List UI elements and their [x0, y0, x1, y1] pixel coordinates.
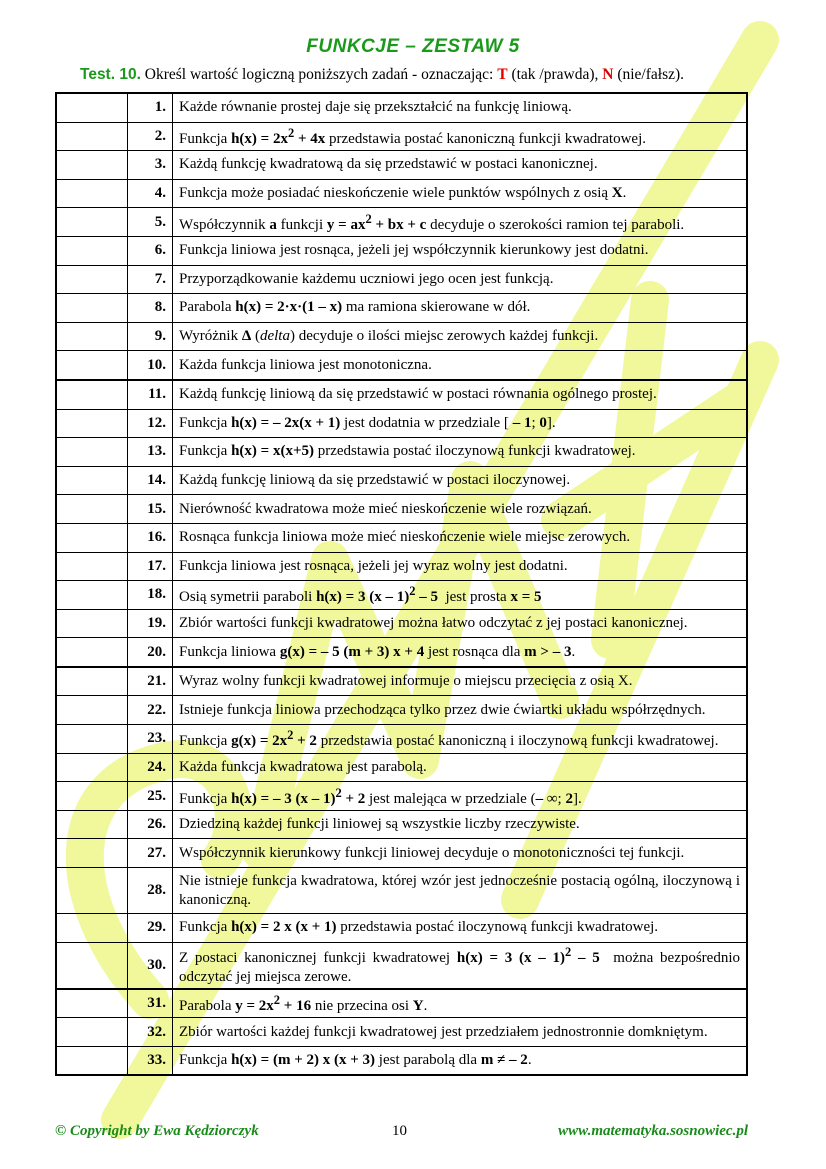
- question-row: [56, 1046, 747, 1075]
- question-row: [56, 409, 747, 438]
- question-row: [56, 782, 747, 811]
- question-number: 3.: [128, 151, 173, 180]
- question-text: Każda funkcja kwadratowa jest parabolą.: [173, 753, 748, 782]
- answer-cell[interactable]: [56, 868, 128, 914]
- false-description: (nie/fałsz).: [613, 66, 685, 83]
- question-number: 16.: [128, 523, 173, 552]
- answer-cell[interactable]: [56, 495, 128, 524]
- question-row: [56, 495, 747, 524]
- question-number: 31.: [128, 989, 173, 1018]
- false-marker: N: [602, 66, 614, 83]
- question-text: Funkcja h(x) = – 3 (x – 1)$^2$ + 2 jest malejąca w przedziale (– ∞; 2].: [173, 782, 748, 811]
- page-title: FUNKCJE – ZESTAW 5: [306, 36, 520, 57]
- question-number: 10.: [128, 351, 173, 380]
- question-number: 25.: [128, 782, 173, 811]
- question-text: Każdą funkcję liniową da się przedstawić w postaci iloczynowej.: [173, 466, 748, 495]
- answer-cell[interactable]: [56, 179, 128, 208]
- answer-cell[interactable]: [56, 438, 128, 467]
- question-row: [56, 989, 747, 1018]
- answer-cell[interactable]: [56, 942, 128, 989]
- question-text: Funkcja h(x) = (m + 2) x (x + 3) jest parabolą dla m ≠ – 2.: [173, 1046, 748, 1075]
- test-label: Test. 10.: [80, 66, 141, 83]
- question-row: [56, 609, 747, 638]
- answer-cell[interactable]: [56, 638, 128, 667]
- question-text: Każdą funkcję liniową da się przedstawić w postaci równania ogólnego prostej.: [173, 380, 748, 409]
- question-number: 9.: [128, 322, 173, 351]
- answer-cell[interactable]: [56, 151, 128, 180]
- question-number: 20.: [128, 638, 173, 667]
- question-number: 17.: [128, 552, 173, 581]
- question-text: Każda funkcja liniowa jest monotoniczna.: [173, 351, 748, 380]
- question-row: [56, 294, 747, 323]
- question-number: 26.: [128, 810, 173, 839]
- question-number: 8.: [128, 294, 173, 323]
- question-text: Istnieje funkcja liniowa przechodząca tylko przez dwie ćwiartki układu współrzędnych.: [173, 696, 748, 725]
- answer-cell[interactable]: [56, 753, 128, 782]
- answer-cell[interactable]: [56, 1018, 128, 1047]
- question-row: [56, 696, 747, 725]
- question-text: Zbiór wartości funkcji kwadratowej można łatwo odczytać z jej postaci kanonicznej.: [173, 609, 748, 638]
- question-number: 18.: [128, 581, 173, 610]
- question-number: 30.: [128, 942, 173, 989]
- question-number: 7.: [128, 265, 173, 294]
- question-row: [56, 151, 747, 180]
- question-number: 2.: [128, 122, 173, 151]
- question-text: Nierówność kwadratowa może mieć nieskończenie wiele rozwiązań.: [173, 495, 748, 524]
- question-number: 12.: [128, 409, 173, 438]
- question-row: [56, 265, 747, 294]
- answer-cell[interactable]: [56, 322, 128, 351]
- question-row: [56, 914, 747, 943]
- question-text: Wyraz wolny funkcji kwadratowej informuje o miejscu przecięcia z osią X.: [173, 667, 748, 696]
- question-text: Funkcja liniowa jest rosnąca, jeżeli jej wyraz wolny jest dodatni.: [173, 552, 748, 581]
- question-number: 32.: [128, 1018, 173, 1047]
- question-text: Funkcja liniowa g(x) = – 5 (m + 3) x + 4 jest rosnąca dla m > – 3.: [173, 638, 748, 667]
- questions-table: [55, 92, 748, 1076]
- answer-cell[interactable]: [56, 409, 128, 438]
- answer-cell[interactable]: [56, 351, 128, 380]
- question-row: [56, 236, 747, 265]
- question-number: 6.: [128, 236, 173, 265]
- question-row: [56, 466, 747, 495]
- question-text: Z postaci kanonicznej funkcji kwadratowej h(x) = 3 (x – 1)$^2$ – 5 można bezpośrednio odczytać jej miejsca zerowe.: [173, 942, 748, 989]
- question-text: Zbiór wartości każdej funkcji kwadratowej jest przedziałem jednostronnie domkniętym.: [173, 1018, 748, 1047]
- question-text: Przyporządkowanie każdemu uczniowi jego ocen jest funkcją.: [173, 265, 748, 294]
- question-row: [56, 380, 747, 409]
- footer-website-link[interactable]: www.matematyka.sosnowiec.pl: [558, 1123, 748, 1139]
- question-text: Współczynnik kierunkowy funkcji liniowej decyduje o monotoniczności tej funkcji.: [173, 839, 748, 868]
- question-text: Wyróżnik Δ (delta) decyduje o ilości miejsc zerowych każdej funkcji.: [173, 322, 748, 351]
- question-row: [56, 438, 747, 467]
- question-text: Dziedziną każdej funkcji liniowej są wszystkie liczby rzeczywiste.: [173, 810, 748, 839]
- question-text: Funkcja $g(x) = 2x^2 + 2$ przedstawia postać kanoniczną i iloczynową funkcji kwadratowej.: [173, 725, 748, 754]
- question-number: 28.: [128, 868, 173, 914]
- question-row: [56, 208, 747, 237]
- question-text: Funkcja h(x) = – 2x(x + 1) jest dodatnia w przedziale [ – 1; 0].: [173, 409, 748, 438]
- answer-cell[interactable]: [56, 1046, 128, 1075]
- instruction-line: [80, 66, 760, 84]
- answer-cell[interactable]: [56, 581, 128, 610]
- question-number: 14.: [128, 466, 173, 495]
- true-marker: T: [497, 66, 508, 83]
- question-number: 11.: [128, 380, 173, 409]
- question-text: Każde równanie prostej daje się przekształcić na funkcję liniową.: [173, 93, 748, 122]
- answer-cell[interactable]: [56, 914, 128, 943]
- question-number: 19.: [128, 609, 173, 638]
- question-text: Funkcja może posiadać nieskończenie wiele punktów wspólnych z osią X.: [173, 179, 748, 208]
- question-row: [56, 667, 747, 696]
- true-description: (tak /prawda),: [507, 66, 603, 83]
- question-text: Parabola h(x) = 2·x·(1 – x) ma ramiona skierowane w dół.: [173, 294, 748, 323]
- question-number: 15.: [128, 495, 173, 524]
- question-row: [56, 868, 747, 914]
- instruction-text: Określ wartość logiczną poniższych zadań - oznaczając:: [140, 66, 498, 83]
- question-row: [56, 810, 747, 839]
- question-number: 24.: [128, 753, 173, 782]
- question-number: 29.: [128, 914, 173, 943]
- question-text: Funkcja liniowa jest rosnąca, jeżeli jej współczynnik kierunkowy jest dodatni.: [173, 236, 748, 265]
- question-text: Parabola $y = 2x^2 + 16$ nie przecina osi Y.: [173, 989, 748, 1018]
- question-row: [56, 725, 747, 754]
- question-row: [56, 122, 747, 151]
- answer-cell[interactable]: [56, 782, 128, 811]
- question-row: [56, 1018, 747, 1047]
- answer-cell[interactable]: [56, 380, 128, 409]
- answer-cell[interactable]: [56, 523, 128, 552]
- answer-cell[interactable]: [56, 989, 128, 1018]
- answer-cell[interactable]: [56, 265, 128, 294]
- question-number: 4.: [128, 179, 173, 208]
- answer-cell[interactable]: [56, 667, 128, 696]
- answer-cell[interactable]: [56, 696, 128, 725]
- question-row: [56, 523, 747, 552]
- question-text: Rosnąca funkcja liniowa może mieć nieskończenie wiele miejsc zerowych.: [173, 523, 748, 552]
- question-text: Funkcja h(x) = x(x+5) przedstawia postać iloczynową funkcji kwadratowej.: [173, 438, 748, 467]
- question-text: Osią symetrii paraboli h(x) = 3 (x – 1)$^2$ – 5 jest prosta x = 5: [173, 581, 748, 610]
- answer-cell[interactable]: [56, 93, 128, 122]
- question-text: Współczynnik a funkcji $y = ax^2$ + bx + c decyduje o szerokości ramion tej paraboli.: [173, 208, 748, 237]
- question-number: 1.: [128, 93, 173, 122]
- question-row: [56, 93, 747, 122]
- question-number: 13.: [128, 438, 173, 467]
- question-number: 27.: [128, 839, 173, 868]
- answer-cell[interactable]: [56, 810, 128, 839]
- question-row: [56, 322, 747, 351]
- question-row: [56, 351, 747, 380]
- answer-cell[interactable]: [56, 208, 128, 237]
- question-number: 5.: [128, 208, 173, 237]
- answer-cell[interactable]: [56, 466, 128, 495]
- question-number: 21.: [128, 667, 173, 696]
- question-text: Funkcja $h(x) = 2x^2 + 4x$ przedstawia postać kanoniczną funkcji kwadratowej.: [173, 122, 748, 151]
- question-row: [56, 581, 747, 610]
- answer-cell[interactable]: [56, 552, 128, 581]
- question-row: [56, 839, 747, 868]
- answer-cell[interactable]: [56, 122, 128, 151]
- answer-cell[interactable]: [56, 294, 128, 323]
- answer-cell[interactable]: [56, 236, 128, 265]
- question-text: Nie istnieje funkcja kwadratowa, której wzór jest jednocześnie postacią ogólną, iloczynową i kanoniczną.: [173, 868, 748, 914]
- question-row: [56, 753, 747, 782]
- page-number: 10: [392, 1123, 407, 1139]
- question-row: [56, 942, 747, 989]
- question-row: [56, 638, 747, 667]
- question-number: 22.: [128, 696, 173, 725]
- question-row: [56, 179, 747, 208]
- answer-cell[interactable]: [56, 609, 128, 638]
- question-text: Funkcja h(x) = 2 x (x + 1) przedstawia postać iloczynową funkcji kwadratowej.: [173, 914, 748, 943]
- question-text: Każdą funkcję kwadratową da się przedstawić w postaci kanonicznej.: [173, 151, 748, 180]
- answer-cell[interactable]: [56, 839, 128, 868]
- footer-copyright: © Copyright by Ewa Kędziorczyk: [55, 1123, 259, 1139]
- question-number: 23.: [128, 725, 173, 754]
- question-row: [56, 552, 747, 581]
- question-number: 33.: [128, 1046, 173, 1075]
- answer-cell[interactable]: [56, 725, 128, 754]
